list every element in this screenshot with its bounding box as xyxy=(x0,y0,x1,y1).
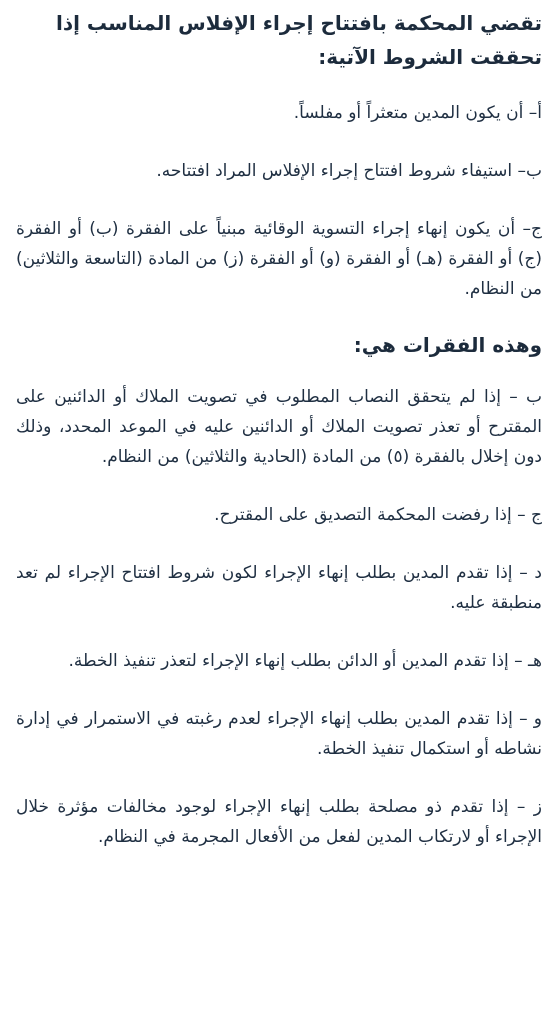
paragraph-h: هـ – إذا تقدم المدين أو الدائن بطلب إنهاء الإجراء لتعذر تنفيذ الخطة. xyxy=(68,651,542,671)
paragraph-c: ج – إذا رفضت المحكمة التصديق على المقترح. xyxy=(214,505,542,525)
condition-a: أ– أن يكون المدين متعثراً أو مفلساً. xyxy=(293,103,542,123)
condition-b: ب– استيفاء شروط افتتاح إجراء الإفلاس المراد افتتاحه. xyxy=(156,161,542,181)
condition-c: ج– أن يكون إنهاء إجراء التسوية الوقائية مبنياً على الفقرة (ب) أو الفقرة (ج) أو الفقرة (هـ) أو الفقرة (و) أو الفقرة (ز) من المادة (التاسعة والثلاثين) من النظام. xyxy=(16,219,542,299)
section-subtitle: وهذه الفقرات هي: xyxy=(353,333,542,357)
paragraph-w: و – إذا تقدم المدين بطلب إنهاء الإجراء لعدم رغبته في الاستمرار في إدارة نشاطه أو استكمال تنفيذ الخطة. xyxy=(16,709,542,759)
paragraph-z: ز – إذا تقدم ذو مصلحة بطلب إنهاء الإجراء لوجود مخالفات مؤثرة خلال الإجراء أو لارتكاب المدين لفعل من الأفعال المجرمة في النظام. xyxy=(16,797,542,847)
document-title: تقضي المحكمة بافتتاح إجراء الإفلاس المناسب إذا تحققت الشروط الآتية: xyxy=(55,11,542,69)
paragraph-d: د – إذا تقدم المدين بطلب إنهاء الإجراء لكون شروط افتتاح الإجراء لم تعد منطبقة عليه. xyxy=(16,563,542,613)
paragraph-b: ب – إذا لم يتحقق النصاب المطلوب في تصويت الملاك أو الدائنين على المقترح أو تعذر تصويت الملاك أو الدائنين عليه في الموعد المحدد، وذلك دون إخلال بالفقرة (٥) من المادة (الحادية والثلاثين) من النظام. xyxy=(16,387,542,467)
